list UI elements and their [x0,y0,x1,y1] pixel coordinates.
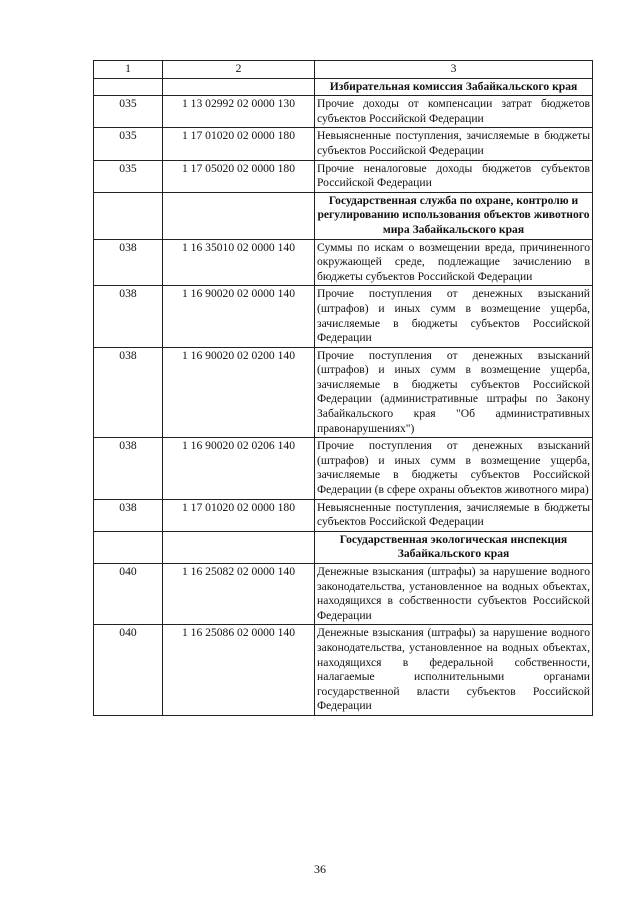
admin-code-cell [94,78,163,96]
admin-code-cell: 038 [94,499,163,531]
table-header-row [94,61,593,79]
budget-code-cell: 1 16 90020 02 0000 140 [163,286,315,347]
table-row [94,286,593,347]
income-name-cell: Денежные взыскания (штрафы) за нарушение водного законодательства, установленное на водных объектах, находящихся в федеральной собственности, налагаемые исполнительными органами государственной власти субъектов Российской Федерации [315,625,593,716]
income-name-cell: Прочие доходы от компенсации затрат бюджетов субъектов Российской Федерации [315,96,593,128]
table-row [94,438,593,499]
table-body [94,61,593,716]
income-name-cell: Суммы по искам о возмещении вреда, причиненного окружающей среде, подлежащие зачислению в бюджеты субъектов Российской Федерации [315,239,593,286]
header-col-3: 3 [315,61,593,79]
organization-row [94,192,593,239]
admin-code-cell: 035 [94,96,163,128]
admin-code-cell: 035 [94,160,163,192]
income-name-cell: Прочие неналоговые доходы бюджетов субъектов Российской Федерации [315,160,593,192]
income-name-cell: Денежные взыскания (штрафы) за нарушение водного законодательства, установленное на водных объектах, находящихся в собственности субъектов Российской Федерации [315,564,593,625]
budget-code-cell [163,78,315,96]
admin-code-cell [94,192,163,239]
income-name-cell: Невыясненные поступления, зачисляемые в бюджеты субъектов Российской Федерации [315,499,593,531]
income-name-cell: Прочие поступления от денежных взысканий (штрафов) и иных сумм в возмещение ущерба, зачисляемые в бюджеты субъектов Российской Федерации [315,286,593,347]
budget-code-cell [163,531,315,563]
admin-code-cell: 038 [94,286,163,347]
organization-name-cell: Государственная экологическая инспекция Забайкальского края [315,531,593,563]
budget-code-cell: 1 17 01020 02 0000 180 [163,499,315,531]
admin-code-cell: 040 [94,625,163,716]
budget-code-cell [163,192,315,239]
organization-name-cell: Государственная служба по охране, контролю и регулированию использования объектов животного мира Забайкальского края [315,192,593,239]
income-name-cell: Прочие поступления от денежных взысканий (штрафов) и иных сумм в возмещение ущерба, зачисляемые в бюджеты субъектов Российской Федерации (в сфере охраны объектов животного мира) [315,438,593,499]
organization-row [94,531,593,563]
budget-code-cell: 1 17 05020 02 0000 180 [163,160,315,192]
header-col-2: 2 [163,61,315,79]
table-row [94,239,593,286]
budget-code-cell: 1 16 90020 02 0206 140 [163,438,315,499]
table-row [94,625,593,716]
admin-code-cell: 040 [94,564,163,625]
header-col-1: 1 [94,61,163,79]
table-row [94,96,593,128]
budget-code-cell: 1 13 02992 02 0000 130 [163,96,315,128]
admin-code-cell: 038 [94,438,163,499]
table-row [94,160,593,192]
budget-code-cell: 1 16 25082 02 0000 140 [163,564,315,625]
table-row [94,564,593,625]
budget-code-cell: 1 17 01020 02 0000 180 [163,128,315,160]
budget-code-cell: 1 16 90020 02 0200 140 [163,347,315,438]
admin-code-cell: 035 [94,128,163,160]
page-number: 36 [314,862,326,876]
income-name-cell: Прочие поступления от денежных взысканий (штрафов) и иных сумм в возмещение ущерба, зачисляемые в бюджеты субъектов Российской Федерации (административные штрафы по Закону Забайкальского края "Об административных правонарушениях") [315,347,593,438]
admin-code-cell: 038 [94,239,163,286]
organization-name-cell: Избирательная комиссия Забайкальского края [315,78,593,96]
admin-code-cell: 038 [94,347,163,438]
table-row [94,499,593,531]
budget-codes-table [93,60,593,716]
table-row [94,347,593,438]
budget-code-cell: 1 16 25086 02 0000 140 [163,625,315,716]
income-name-cell: Невыясненные поступления, зачисляемые в бюджеты субъектов Российской Федерации [315,128,593,160]
admin-code-cell [94,531,163,563]
budget-code-cell: 1 16 35010 02 0000 140 [163,239,315,286]
organization-row [94,78,593,96]
table-row [94,128,593,160]
